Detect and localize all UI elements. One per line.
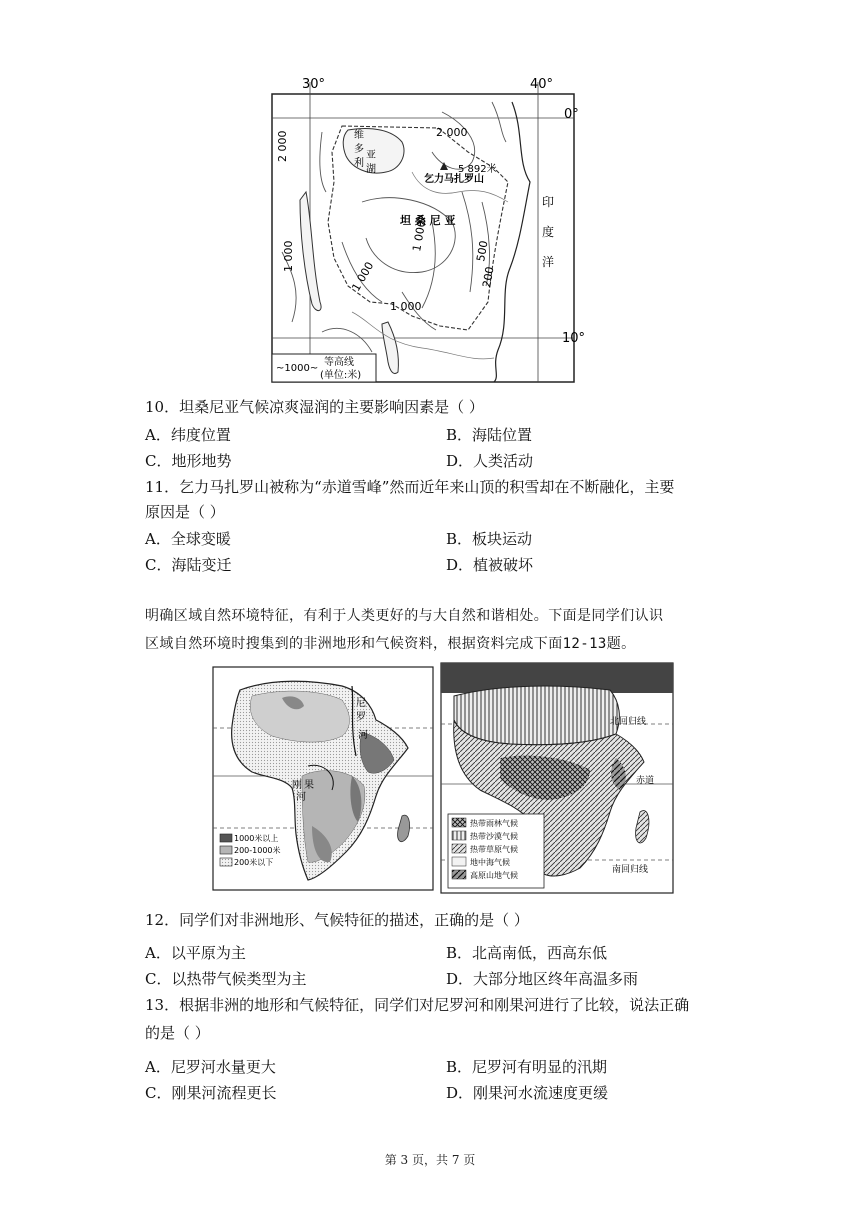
legend-line-sample: ~1000~	[276, 363, 319, 374]
q10-option-d[interactable]: D．人类活动	[446, 452, 534, 470]
q11-option-b[interactable]: B．板块运动	[446, 530, 533, 548]
q10-option-c[interactable]: C．地形地势	[145, 452, 232, 470]
nile-label: 河	[358, 730, 368, 741]
equator-label: 赤道	[636, 776, 655, 786]
contour-label: 1 000	[349, 259, 377, 294]
climate-legend-label: 热带草原气候	[470, 845, 518, 854]
congo-label: 刚	[292, 780, 302, 791]
question-11-stem-line1: 11．乞力马扎罗山被称为“赤道雪峰”然而近年来山顶的积雪却在不断融化，主要	[145, 478, 675, 496]
q12-option-d[interactable]: D．大部分地区终年高温多雨	[446, 970, 639, 988]
contour-label: 2 000	[276, 130, 289, 162]
lake-label: 维	[354, 130, 364, 141]
tanzania-map	[262, 72, 586, 388]
q13-option-c[interactable]: C．刚果河流程更长	[145, 1084, 277, 1102]
contour-label: 2 000	[436, 126, 468, 139]
intro-line1: 明确区域自然环境特征，有利于人类更好的与大自然和谐相处。下面是同学们认识	[145, 608, 664, 624]
q12-option-c[interactable]: C．以热带气候类型为主	[145, 970, 307, 988]
lat-10-label: 10°	[562, 331, 586, 346]
contour-label: 200	[480, 265, 497, 289]
peak-height-label: 5 892米	[458, 164, 497, 175]
legend-label: (单位:米)	[320, 370, 362, 381]
climate-legend-label: 热带雨林气候	[470, 819, 518, 828]
q11-option-a[interactable]: A．全球变暖	[145, 530, 231, 548]
lake-label: 亚	[366, 150, 376, 161]
congo-label: 河	[296, 792, 306, 803]
africa-terrain-map	[212, 666, 434, 891]
contour-label: 1 000	[410, 219, 429, 253]
africa-climate-map	[440, 662, 674, 894]
contour-label: 1 000	[390, 300, 422, 313]
lake-label: 利	[354, 158, 364, 169]
climate-legend-label: 地中海气候	[470, 858, 510, 867]
contour-label: 1 000	[282, 240, 295, 272]
question-11-stem-line2: 原因是（ ）	[145, 503, 225, 521]
contour-label: 500	[474, 239, 491, 263]
intro-line2: 区域自然环境时搜集到的非洲地形和气候资料，根据资料完成下面12-13题。	[145, 636, 636, 652]
q10-option-a[interactable]: A．纬度位置	[145, 426, 231, 444]
q10-option-b[interactable]: B．海陆位置	[446, 426, 533, 444]
legend-label: 等高线	[324, 357, 354, 368]
question-10-stem: 10．坦桑尼亚气候凉爽湿润的主要影响因素是（ ）	[145, 398, 484, 416]
question-12-stem: 12．同学们对非洲地形、气候特征的描述，正确的是（ ）	[145, 911, 529, 929]
lon-30-label: 30°	[302, 77, 326, 92]
q11-option-d[interactable]: D．植被破坏	[446, 556, 534, 574]
question-13-stem-line2: 的是（ ）	[145, 1024, 210, 1042]
q13-option-b[interactable]: B．尼罗河有明显的汛期	[446, 1058, 608, 1076]
q12-option-b[interactable]: B．北高南低，西高东低	[446, 944, 608, 962]
lon-40-label: 40°	[530, 77, 554, 92]
ocean-label: 度	[542, 225, 555, 239]
nile-label: 罗	[356, 712, 366, 723]
congo-label: 果	[304, 780, 314, 791]
ocean-label: 印	[542, 195, 555, 209]
terrain-legend-label: 200-1000米	[234, 846, 281, 855]
lat-0-label: 0°	[564, 107, 579, 122]
q11-option-c[interactable]: C．海陆变迁	[145, 556, 232, 574]
page-footer: 第 3 页，共 7 页	[384, 1153, 476, 1167]
lake-label: 湖	[366, 164, 376, 175]
climate-legend-label: 高原山地气候	[470, 871, 518, 880]
tropic-south-label: 南回归线	[612, 865, 649, 875]
country-label: 坦 桑 尼 亚	[400, 214, 456, 227]
terrain-legend-label: 200米以下	[234, 858, 274, 867]
peak-name-label: 乞力马扎罗山	[424, 174, 484, 185]
climate-legend-label: 热带沙漠气候	[470, 832, 518, 841]
nile-label: 尼	[356, 698, 366, 709]
question-13-stem-line1: 13．根据非洲的地形和气候特征，同学们对尼罗河和刚果河进行了比较，说法正确	[145, 996, 690, 1014]
q12-option-a[interactable]: A．以平原为主	[145, 944, 246, 962]
tropic-north-label: 北回归线	[610, 717, 647, 727]
ocean-label: 洋	[542, 255, 555, 269]
terrain-legend-label: 1000米以上	[234, 834, 279, 843]
q13-option-d[interactable]: D．刚果河水流速度更缓	[446, 1084, 609, 1102]
lake-label: 多	[354, 144, 364, 155]
q13-option-a[interactable]: A．尼罗河水量更大	[145, 1058, 276, 1076]
